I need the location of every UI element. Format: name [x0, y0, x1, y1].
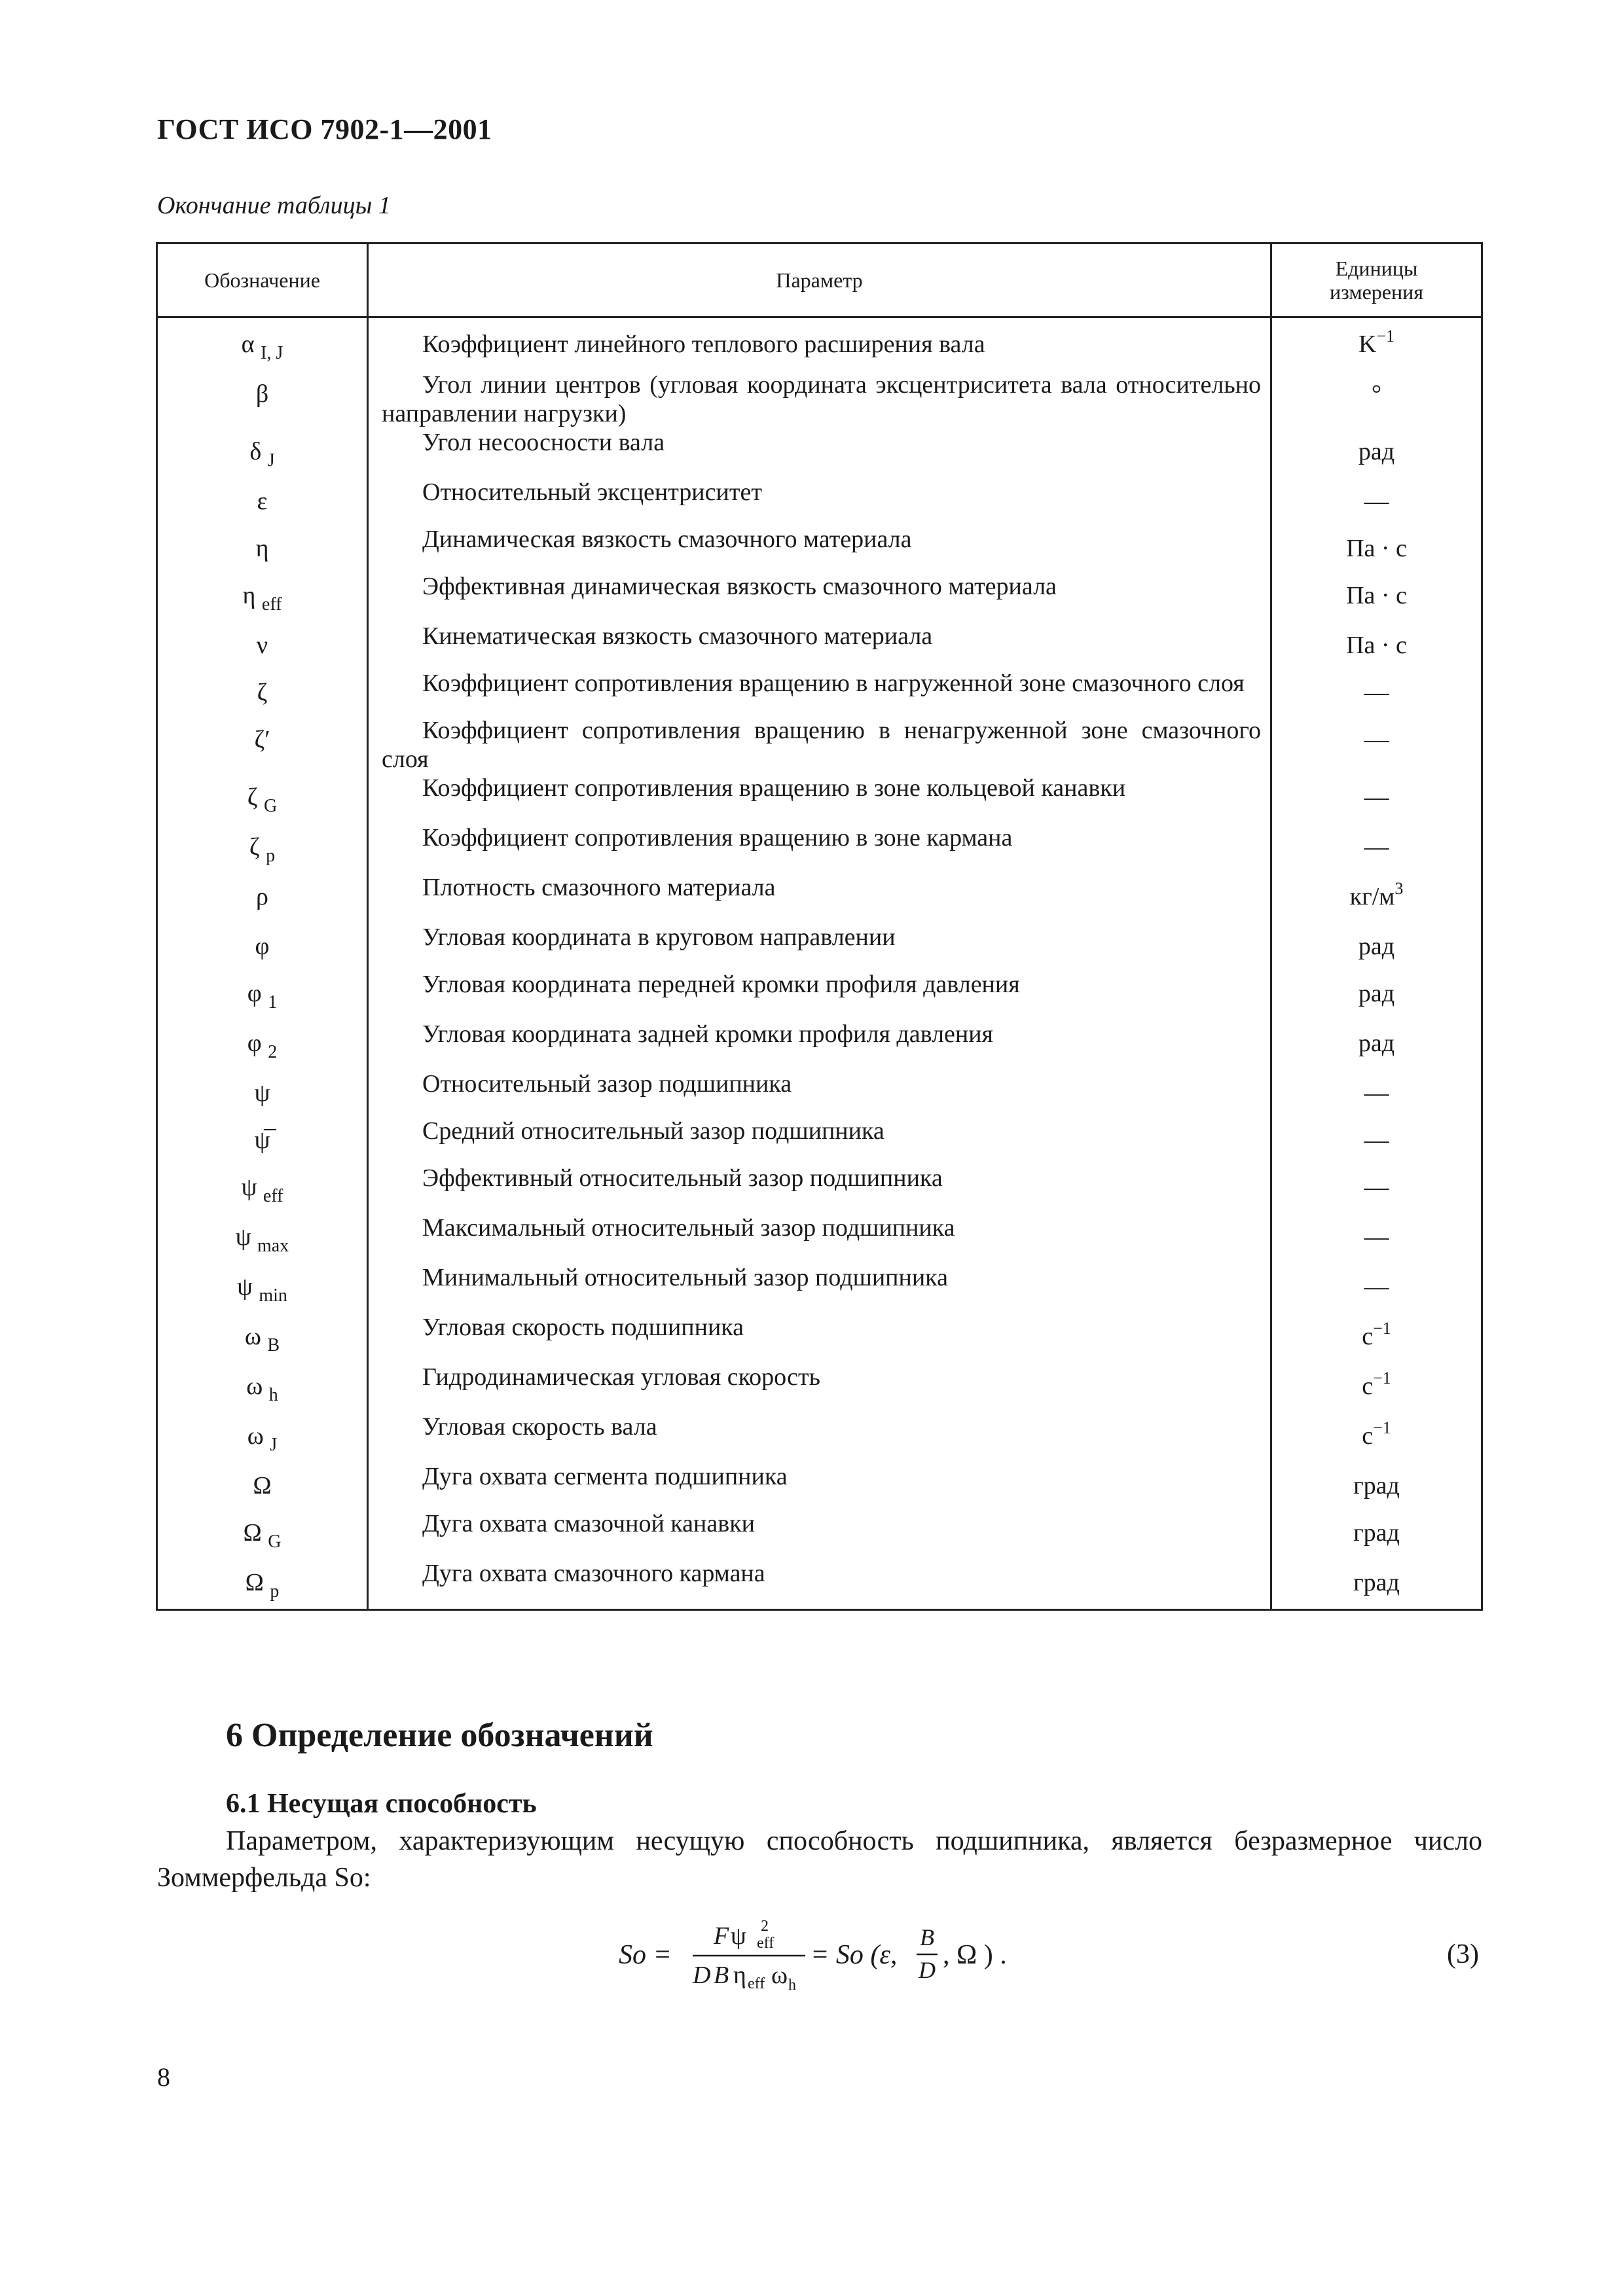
unit: —	[1364, 783, 1389, 811]
table-caption: Окончание таблицы 1	[157, 192, 391, 219]
unit-cell	[1271, 370, 1482, 428]
parameter-cell	[368, 716, 1271, 774]
parameter-text: Дуга охвата смазочного кармана	[422, 1560, 765, 1587]
symbol: η	[242, 582, 256, 609]
unit-cell	[1271, 1263, 1482, 1313]
table-row	[157, 970, 1482, 1020]
parameter-cell	[368, 1412, 1271, 1462]
parameter-cell	[368, 774, 1271, 823]
symbol: ω	[246, 1372, 263, 1400]
parameter-text: Относительный эксцентриситет	[422, 478, 762, 506]
unit-cell	[1271, 1020, 1482, 1069]
unit: —	[1364, 1223, 1389, 1251]
parameter-text: Угловая скорость вала	[422, 1413, 657, 1441]
formula-den-eta-sub: eff	[748, 1975, 765, 1992]
parameter-text: Гидродинамическая угловая скорость	[422, 1363, 820, 1391]
parameter-cell	[368, 1263, 1271, 1313]
unit: рад	[1358, 438, 1395, 465]
formula-den-eta: η	[733, 1962, 746, 1989]
parameter-cell	[368, 1020, 1271, 1069]
symbol-cell	[157, 1263, 368, 1313]
unit: рад	[1358, 1030, 1395, 1057]
unit: Па · с	[1346, 582, 1407, 609]
parameter-text: Минимальный относительный зазор подшипника	[422, 1264, 948, 1291]
unit-cell	[1271, 873, 1482, 923]
formula-lhs: So =	[619, 1940, 672, 1970]
symbol: Ω	[243, 1519, 262, 1547]
table-row	[157, 478, 1482, 525]
formula-den-omega: ω	[771, 1962, 788, 1989]
page-number: 8	[157, 2062, 170, 2092]
parameter-text: Плотность смазочного материала	[422, 874, 776, 901]
unit-cell	[1271, 1164, 1482, 1213]
symbol: η	[255, 535, 269, 562]
parameter-cell	[368, 823, 1271, 873]
table-row	[157, 1313, 1482, 1363]
unit-cell	[1271, 525, 1482, 572]
column-header-symbol: Обозначение	[157, 243, 368, 317]
unit: —	[1364, 1079, 1389, 1107]
parameter-cell	[368, 923, 1271, 970]
symbol: φ	[247, 980, 262, 1007]
unit: с	[1362, 1422, 1374, 1450]
section-title: 6 Определение обозначений	[226, 1717, 653, 1754]
symbol: ω	[244, 1323, 261, 1350]
unit-superscript: −1	[1373, 1418, 1391, 1437]
parameter-text: Коэффициент сопротивления вращению в нагруженной зоне смазочного слоя	[422, 670, 1245, 697]
parameter-text: Угловая координата задней кромки профиля давления	[422, 1020, 994, 1048]
section-paragraph	[157, 1823, 1482, 1896]
unit-cell	[1271, 1462, 1482, 1509]
unit-cell	[1271, 669, 1482, 716]
parameter-cell	[368, 525, 1271, 572]
parameter-text: Максимальный относительный зазор подшипника	[422, 1214, 955, 1242]
table-row	[157, 873, 1482, 923]
table-row	[157, 1363, 1482, 1412]
parameter-text: Дуга охвата смазочной канавки	[422, 1510, 755, 1537]
table-row	[157, 1263, 1482, 1313]
symbol: ν	[256, 632, 268, 659]
parameter-text: Средний относительный зазор подшипника	[422, 1117, 884, 1145]
formula-frac-D: D	[919, 1957, 936, 1983]
symbol-cell	[157, 1069, 368, 1117]
parameter-cell	[368, 873, 1271, 923]
symbol-cell	[157, 1509, 368, 1559]
table-row	[157, 1213, 1482, 1263]
symbol-cell	[157, 1313, 368, 1363]
table-row	[157, 669, 1482, 716]
symbol-cell	[157, 1213, 368, 1263]
symbol-subscript: I, J	[261, 343, 283, 363]
table-row	[157, 622, 1482, 669]
paragraph-text: Параметром, характеризующим несущую способность подшипника, является безразмерное число Зоммерфельда So:	[157, 1826, 1482, 1893]
symbol-cell	[157, 923, 368, 970]
table-row	[157, 774, 1482, 823]
unit: град	[1353, 1569, 1400, 1596]
symbol: ψ	[241, 1174, 257, 1201]
parameter-text: Угол несоосности вала	[422, 429, 665, 456]
unit-cell	[1271, 1313, 1482, 1363]
symbol-subscript: J	[270, 1435, 278, 1455]
table-row	[157, 428, 1482, 478]
symbol: ψ	[235, 1223, 251, 1251]
parameter-cell	[368, 1069, 1271, 1117]
unit: —	[1364, 1174, 1389, 1201]
column-header-parameter: Параметр	[368, 243, 1271, 317]
unit: Па · с	[1346, 535, 1407, 562]
unit-cell	[1271, 478, 1482, 525]
symbol: ζ	[257, 679, 268, 706]
table-row	[157, 1117, 1482, 1164]
parameter-text: Угловая координата в круговом направлении	[422, 924, 896, 951]
formula-num-psi: ψ	[731, 1922, 746, 1950]
parameter-cell	[368, 370, 1271, 428]
parameter-cell	[368, 1363, 1271, 1412]
symbol: ζ	[247, 783, 258, 811]
parameter-text: Кинематическая вязкость смазочного материала	[422, 622, 933, 650]
unit: рад	[1358, 933, 1395, 960]
symbol-cell	[157, 873, 368, 923]
unit-cell	[1271, 970, 1482, 1020]
symbol-subscript: min	[259, 1285, 287, 1306]
parameter-text: Динамическая вязкость смазочного материала	[422, 526, 912, 553]
parameter-cell	[368, 1462, 1271, 1509]
parameter-cell	[368, 572, 1271, 622]
symbol-cell	[157, 1117, 368, 1164]
unit-cell	[1271, 823, 1482, 873]
unit: —	[1364, 833, 1389, 861]
symbol-subscript: 2	[268, 1042, 278, 1062]
parameter-cell	[368, 669, 1271, 716]
table-row	[157, 1559, 1482, 1610]
parameter-text: Эффективный относительный зазор подшипника	[422, 1164, 943, 1192]
table-row	[157, 1020, 1482, 1069]
formula-tail: , Ω ) .	[943, 1940, 1007, 1970]
parameter-text: Дуга охвата сегмента подшипника	[422, 1463, 788, 1490]
table-row	[157, 1462, 1482, 1509]
unit: кг/м	[1349, 883, 1395, 910]
symbol: φ	[247, 1030, 262, 1057]
parameter-text: Коэффициент сопротивления вращению в зоне кольцевой канавки	[422, 774, 1126, 802]
unit: °	[1371, 380, 1382, 408]
unit-superscript: −1	[1373, 1319, 1391, 1338]
symbol-cell	[157, 1020, 368, 1069]
parameter-text: Коэффициент сопротивления вращению в зоне кармана	[422, 824, 1013, 852]
parameter-text: Эффективная динамическая вязкость смазочного материала	[422, 573, 1057, 600]
symbol-subscript: h	[268, 1385, 278, 1405]
symbol: ρ	[256, 883, 268, 910]
formula-num-sup: 2	[761, 1918, 769, 1935]
symbol: ζ	[249, 833, 260, 861]
parameter-cell	[368, 1313, 1271, 1363]
table-row	[157, 317, 1482, 371]
symbol-cell	[157, 774, 368, 823]
unit: град	[1353, 1519, 1400, 1547]
unit: —	[1364, 726, 1389, 753]
symbol-cell	[157, 525, 368, 572]
unit-cell	[1271, 572, 1482, 622]
formula-den-omega-sub: h	[788, 1977, 796, 1994]
symbol-cell	[157, 823, 368, 873]
column-header-units: Единицы измерения	[1271, 243, 1482, 317]
symbol-subscript: p	[266, 846, 276, 866]
symbol: Ω	[253, 1472, 272, 1499]
parameter-cell	[368, 1509, 1271, 1559]
unit-cell	[1271, 1213, 1482, 1263]
unit-cell	[1271, 317, 1482, 371]
symbol-subscript: p	[270, 1581, 280, 1602]
symbols-table	[156, 242, 1483, 1611]
symbol-cell	[157, 1363, 368, 1412]
parameter-cell	[368, 970, 1271, 1020]
subsection-title: 6.1 Несущая способность	[226, 1789, 537, 1819]
symbol-cell	[157, 428, 368, 478]
formula-den-D: D	[693, 1962, 711, 1989]
unit-cell	[1271, 1069, 1482, 1117]
table-header-row	[157, 243, 1482, 317]
table-row	[157, 1412, 1482, 1462]
unit-superscript: 3	[1395, 879, 1404, 898]
symbol-subscript: 1	[268, 992, 278, 1013]
symbol: ω	[247, 1422, 264, 1450]
parameter-text: Коэффициент сопротивления вращению в ненагруженной зоне смазочного слоя	[382, 717, 1261, 773]
parameter-text: Относительный зазор подшипника	[422, 1070, 792, 1098]
symbol-subscript: G	[268, 1532, 282, 1552]
parameter-cell	[368, 622, 1271, 669]
unit-superscript: −1	[1373, 1369, 1391, 1388]
symbol-cell	[157, 622, 368, 669]
formula-frac-B: B	[920, 1924, 934, 1950]
parameter-text: Коэффициент линейного теплового расширения вала	[422, 331, 985, 358]
unit-cell	[1271, 1559, 1482, 1610]
parameter-text: Угловая скорость подшипника	[422, 1314, 744, 1341]
unit: с	[1362, 1372, 1374, 1400]
parameter-cell	[368, 478, 1271, 525]
table-row	[157, 525, 1482, 572]
symbol: δ	[249, 438, 262, 465]
parameter-cell	[368, 1164, 1271, 1213]
parameter-cell	[368, 1213, 1271, 1263]
symbol: Ω	[245, 1569, 264, 1596]
unit: —	[1364, 1126, 1389, 1154]
formula-num-F: F	[714, 1922, 729, 1950]
unit-cell	[1271, 1363, 1482, 1412]
symbol: ψ̅	[254, 1126, 270, 1154]
table-row	[157, 923, 1482, 970]
symbol-cell	[157, 669, 368, 716]
table-row	[157, 716, 1482, 774]
symbol: ε	[257, 488, 268, 515]
symbol-cell	[157, 572, 368, 622]
unit-cell	[1271, 622, 1482, 669]
symbol-subscript: G	[264, 796, 278, 816]
symbol-cell	[157, 1412, 368, 1462]
formula-num-sub: eff	[757, 1935, 775, 1952]
parameter-cell	[368, 1117, 1271, 1164]
formula-den-B: B	[714, 1962, 729, 1989]
symbol: ψ	[254, 1079, 270, 1107]
symbol-cell	[157, 970, 368, 1020]
unit-cell	[1271, 923, 1482, 970]
parameter-text: Угол линии центров (угловая координата эксцентриситета вала относительно направлении нагрузки)	[382, 371, 1261, 427]
symbol-subscript: B	[267, 1335, 280, 1355]
formula-eq: = So (ε,	[811, 1940, 898, 1970]
unit-cell	[1271, 428, 1482, 478]
unit: рад	[1358, 980, 1395, 1007]
unit-cell	[1271, 716, 1482, 774]
symbol-subscript: max	[257, 1236, 289, 1256]
symbol: ζ′	[254, 726, 270, 753]
symbol-cell	[157, 370, 368, 428]
symbol-cell	[157, 1462, 368, 1509]
symbol-cell	[157, 716, 368, 774]
symbol-subscript: eff	[263, 1186, 283, 1206]
symbol-cell	[157, 478, 368, 525]
table-row	[157, 572, 1482, 622]
symbol: β	[255, 380, 269, 408]
unit: с	[1362, 1323, 1374, 1350]
symbol-subscript: eff	[261, 594, 282, 615]
table-row	[157, 1164, 1482, 1213]
parameter-cell	[368, 317, 1271, 371]
unit-cell	[1271, 1509, 1482, 1559]
unit: —	[1364, 488, 1389, 515]
unit-cell	[1271, 774, 1482, 823]
unit: град	[1353, 1472, 1400, 1499]
table-row	[157, 1509, 1482, 1559]
symbol-subscript: J	[267, 450, 275, 471]
parameter-cell	[368, 428, 1271, 478]
table-body	[157, 317, 1482, 1610]
symbol-cell	[157, 1559, 368, 1610]
unit-cell	[1271, 1117, 1482, 1164]
table-row	[157, 1069, 1482, 1117]
symbol: α	[241, 331, 255, 358]
table-row	[157, 823, 1482, 873]
parameter-text: Угловая координата передней кромки профиля давления	[422, 971, 1020, 998]
unit-superscript: −1	[1376, 327, 1395, 346]
unit: —	[1364, 679, 1389, 706]
sommerfeld-formula	[615, 1910, 1074, 2008]
table-row	[157, 370, 1482, 428]
symbol-cell	[157, 317, 368, 371]
document-header: ГОСТ ИСО 7902-1—2001	[157, 113, 492, 145]
equation-number: (3)	[1447, 1939, 1479, 1969]
unit: Па · с	[1346, 632, 1407, 659]
unit: —	[1364, 1273, 1389, 1300]
symbol: φ	[255, 933, 270, 960]
parameter-cell	[368, 1559, 1271, 1610]
unit-cell	[1271, 1412, 1482, 1462]
symbol: ψ	[237, 1273, 253, 1300]
symbol-cell	[157, 1164, 368, 1213]
unit: K	[1358, 331, 1377, 358]
